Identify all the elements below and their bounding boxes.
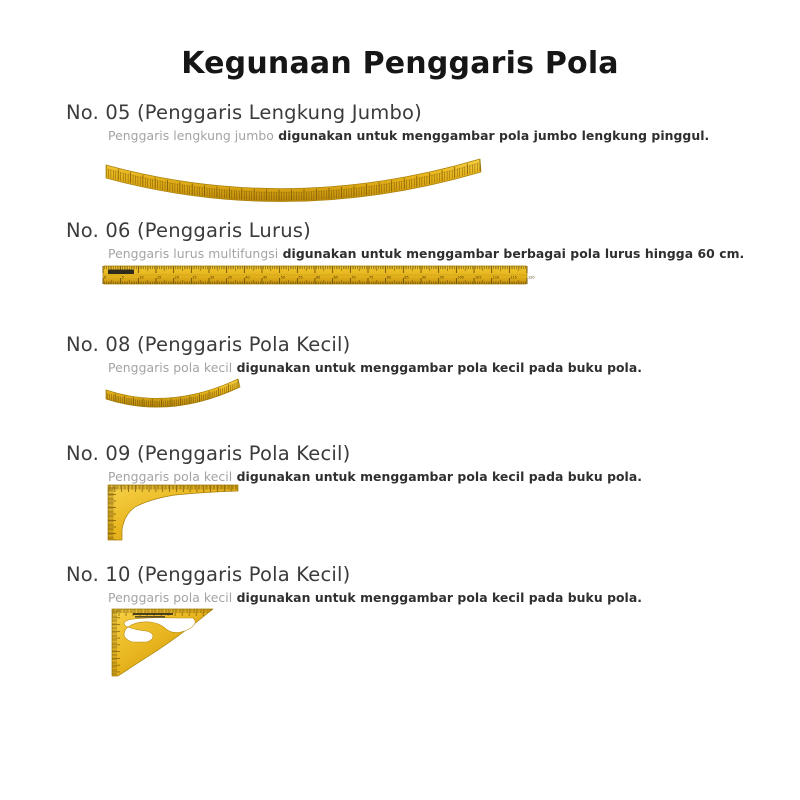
l-shaped-ruler <box>0 482 800 552</box>
svg-text:10: 10 <box>139 275 144 280</box>
svg-text:75: 75 <box>369 275 374 280</box>
svg-text:40: 40 <box>245 275 250 280</box>
svg-text:65: 65 <box>333 275 338 280</box>
straight-ruler <box>0 261 800 301</box>
entry-heading: No. 09 (Penggaris Pola Kecil) <box>66 442 351 465</box>
entry-description-lead: Penggaris lurus multifungsi <box>108 246 279 261</box>
entry-description-body: digunakan untuk menggambar pola jumbo lengkung pinggul. <box>273 128 710 143</box>
entry-description-body: digunakan untuk menggambar pola kecil pada buku pola. <box>232 360 643 375</box>
jumbo-curve-ruler-graphic <box>0 145 800 205</box>
entry-heading: No. 06 (Penggaris Lurus) <box>66 219 311 242</box>
jumbo-curve-ruler <box>0 145 800 205</box>
svg-text:95: 95 <box>439 275 444 280</box>
svg-text:70: 70 <box>351 275 356 280</box>
page-title: Kegunaan Penggaris Pola <box>181 46 619 81</box>
entry-heading: No. 10 (Penggaris Pola Kecil) <box>66 563 351 586</box>
svg-text:110: 110 <box>492 275 500 280</box>
entry-description-lead: Penggaris lengkung jumbo <box>108 128 274 143</box>
svg-text:50: 50 <box>280 275 285 280</box>
entry-description-lead: Penggaris pola kecil <box>108 469 233 484</box>
small-curve-ruler <box>0 373 800 423</box>
entry-heading: No. 08 (Penggaris Pola Kecil) <box>66 333 351 356</box>
l-shaped-ruler-graphic <box>0 482 800 552</box>
entry-description-body: digunakan untuk menggambar pola kecil pada buku pola. <box>232 590 643 605</box>
svg-text:120: 120 <box>528 275 535 280</box>
entry-heading: No. 05 (Penggaris Lengkung Jumbo) <box>66 101 422 124</box>
svg-text:35: 35 <box>227 275 232 280</box>
svg-text:0: 0 <box>104 275 107 280</box>
entry-description <box>108 128 709 143</box>
svg-text:60: 60 <box>316 275 321 280</box>
small-curve-ruler-graphic <box>0 373 800 423</box>
svg-text:45: 45 <box>263 275 268 280</box>
entry-description-lead: Penggaris pola kecil <box>108 590 233 605</box>
svg-text:5: 5 <box>121 275 124 280</box>
entry-description-body: digunakan untuk menggambar pola kecil pada buku pola. <box>232 469 643 484</box>
svg-text:80: 80 <box>386 275 391 280</box>
svg-text:85: 85 <box>404 275 409 280</box>
svg-text:15: 15 <box>157 275 162 280</box>
svg-text:115: 115 <box>510 275 517 280</box>
svg-text:100: 100 <box>457 275 464 280</box>
triangle-curve-ruler-graphic <box>0 604 800 694</box>
entry-description <box>108 246 744 261</box>
svg-text:55: 55 <box>298 275 303 280</box>
triangle-curve-ruler <box>0 604 800 694</box>
straight-ruler-graphic <box>0 261 800 301</box>
entry-description-body: digunakan untuk menggambar berbagai pola lurus hingga 60 cm. <box>278 246 745 261</box>
svg-text:25: 25 <box>192 275 197 280</box>
svg-text:90: 90 <box>422 275 427 280</box>
entry-description <box>108 590 642 605</box>
entry-description-lead: Penggaris pola kecil <box>108 360 233 375</box>
svg-text:30: 30 <box>210 275 215 280</box>
svg-text:20: 20 <box>174 275 179 280</box>
svg-text:105: 105 <box>475 275 482 280</box>
